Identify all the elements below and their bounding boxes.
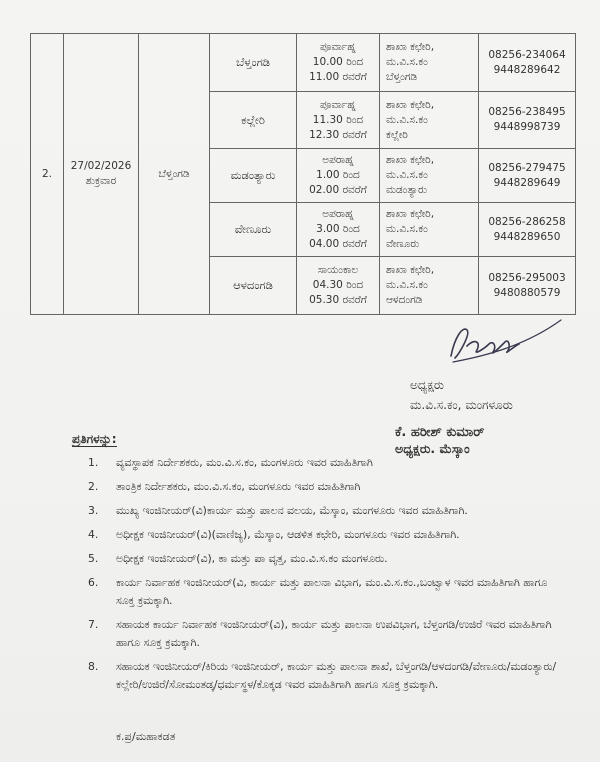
venue-cell: ಶಾಖಾ ಕಛೇರಿ, ಮ.ವಿ.ಸ.ಕಂ ವೇಣೂರು bbox=[380, 203, 479, 257]
table-row bbox=[31, 34, 576, 92]
phone-cell: 08256-295003 9480880579 bbox=[479, 257, 576, 315]
signatory-designation: ಅಧ್ಯಕ್ಷರು bbox=[410, 378, 444, 392]
list-item: 2. ತಾಂತ್ರಿಕ ನಿರ್ದೇಶಕರು, ಮಂ.ವಿ.ಸ.ಕಂ, ಮಂಗಳೂರು ಇವರ ಮಾಹಿತಿಗಾಗಿ bbox=[88, 480, 361, 493]
phone-cell: 08256-286258 9448289650 bbox=[479, 203, 576, 257]
phone-cell: 08256-279475 9448289649 bbox=[479, 149, 576, 203]
subdivision-cell: ಆಳದಂಗಡಿ bbox=[210, 257, 297, 315]
division-cell: ಬೆಳ್ತಂಗಡಿ bbox=[139, 34, 210, 315]
serial-cell: 2. bbox=[31, 34, 64, 315]
list-item: 8. ಸಹಾಯಕ ಇಂಜಿನೀಯರ್/ಕಿರಿಯ ಇಂಜಿನೀಯರ್, ಕಾರ್ಯ ಮತ್ತು ಪಾಲನಾ ಶಾಖೆ, ಬೆಳ್ತಂಗಡಿ/ಆಳದಂಗಡಿ/ವೇಣೂರು/ಮಡಂತ್ಯಾರು/ಕಲ್ಲೇರಿ/ಉಜಿರೆ/ಸೋಮಂತಡ್ಕ/ಧರ್ಮಸ್ಥಳ/ಕೊಕ್ಕಡ ಇವರ ಮಾಹಿತಿಗಾಗಿ ಹಾಗೂ ಸೂಕ್ತ ಕ್ರಮಕ್ಕಾಗಿ. bbox=[88, 660, 557, 691]
list-item: 6. ಕಾರ್ಯ ನಿರ್ವಾಹಕ ಇಂಜಿನೀಯರ್(ವಿ, ಕಾರ್ಯ ಮತ್ತು ಪಾಲನಾ ವಿಭಾಗ, ಮಂ.ವಿ.ಸ.ಕಂ.,ಬಂಟ್ವಾಳ ಇವರ ಮಾಹಿತಿಗಾಗಿ ಹಾಗೂ ಸೂಕ್ತ ಕ್ರಮಕ್ಕಾಗಿ. bbox=[88, 576, 548, 607]
name-stamp bbox=[395, 425, 484, 457]
venue-cell: ಶಾಖಾ ಕಛೇರಿ, ಮ.ವಿ.ಸ.ಕಂ ಕಲ್ಲೇರಿ bbox=[380, 92, 479, 149]
time-cell: ಪೂರ್ವಾಹ್ನ 10.00 ರಿಂದ 11.00 ರವರೆಗೆ bbox=[297, 34, 380, 92]
time-cell: ಪೂರ್ವಾಹ್ನ 11.30 ರಿಂದ 12.30 ರವರೆಗೆ bbox=[297, 92, 380, 149]
venue-cell: ಶಾಖಾ ಕಛೇರಿ, ಮ.ವಿ.ಸ.ಕಂ ಆಳದಂಗಡಿ bbox=[380, 257, 479, 315]
subdivision-cell: ವೇಣೂರು bbox=[210, 203, 297, 257]
list-item: 5. ಅಧೀಕ್ಷಕ ಇಂಜಿನೀಯರ್(ವಿ), ಕಾ ಮತ್ತು ಪಾ ವೃತ್ತ, ಮಂ.ವಿ.ಸ.ಕಂ ಮಂಗಳೂರು. bbox=[88, 552, 388, 565]
phone-cell: 08256-234064 9448289642 bbox=[479, 34, 576, 92]
signatory-block bbox=[410, 375, 513, 415]
signatory-office: ಮ.ವಿ.ಸ.ಕಂ, ಮಂಗಳೂರು bbox=[410, 398, 513, 412]
subdivision-cell: ಕಲ್ಲೇರಿ bbox=[210, 92, 297, 149]
stamp-name: ಕೆ. ಹರೀಶ್ ಕುಮಾರ್ bbox=[395, 425, 485, 440]
schedule-table bbox=[30, 33, 576, 315]
venue-cell: ಶಾಖಾ ಕಛೇರಿ, ಮ.ವಿ.ಸ.ಕಂ ಬೆಳ್ತಂಗಡಿ bbox=[380, 34, 479, 92]
date: 27/02/2026 bbox=[70, 160, 132, 172]
subdivision-cell: ಬೆಳ್ತಂಗಡಿ bbox=[210, 34, 297, 92]
list-item: 3. ಮುಖ್ಯ ಇಂಜಿನೀಯರ್(ವಿ)ಕಾರ್ಯ ಮತ್ತು ಪಾಲನ ವಲಯ, ಮೆಸ್ಕಾಂ, ಮಂಗಳೂರು ಇವರ ಮಾಹಿತಿಗಾಗಿ. bbox=[88, 504, 468, 517]
copies-heading: ಪ್ರತಿಗಳನ್ನು: bbox=[72, 432, 117, 446]
time-cell: ಅಪರಾಹ್ನ 3.00 ರಿಂದ 04.00 ರವರೆಗೆ bbox=[297, 203, 380, 257]
time-cell: ಸಾಯಂಕಾಲ 04.30 ರಿಂದ 05.30 ರವರೆಗೆ bbox=[297, 257, 380, 315]
phone-cell: 08256-238495 9448998739 bbox=[479, 92, 576, 149]
list-item: 4. ಅಧೀಕ್ಷಕ ಇಂಜಿನೀಯರ್(ವಿ)(ವಾಣಿಜ್ಯ), ಮೆಸ್ಕಾಂ, ಆಡಳಿತ ಕಛೇರಿ, ಮಂಗಳೂರು ಇವರ ಮಾಹಿತಿಗಾಗಿ. bbox=[88, 528, 460, 541]
day: ಶುಕ್ರವಾರ bbox=[85, 175, 117, 187]
signature-image bbox=[445, 316, 565, 376]
list-item: 7. ಸಹಾಯಕ ಕಾರ್ಯ ನಿರ್ವಾಹಕ ಇಂಜಿನೀಯರ್(ವಿ), ಕಾರ್ಯ ಮತ್ತು ಪಾಲನಾ ಉಪವಿಭಾಗ, ಬೆಳ್ತಂಗಡಿ/ಉಜಿರೆ ಇವರ ಮಾಹಿತಿಗಾಗಿ ಹಾಗೂ ಸೂಕ್ತ ಕ್ರಮಕ್ಕಾಗಿ. bbox=[88, 618, 552, 649]
copies-list bbox=[88, 454, 568, 700]
date-cell bbox=[64, 34, 139, 315]
list-item: 1. ವ್ಯವಸ್ಥಾಪಕ ನಿರ್ದೇಶಕರು, ಮಂ.ವಿ.ಸ.ಕಂ, ಮಂಗಳೂರು ಇವರ ಮಾಹಿತಿಗಾಗಿ bbox=[88, 456, 373, 469]
subdivision-cell: ಮಡಂತ್ಯಾರು bbox=[210, 149, 297, 203]
venue-cell: ಶಾಖಾ ಕಛೇರಿ, ಮ.ವಿ.ಸ.ಕಂ ಮಡಂತ್ಯಾರು bbox=[380, 149, 479, 203]
stamp-title: ಅಧ್ಯಕ್ಷರು. ಮೆಸ್ಕಾಂ bbox=[395, 441, 470, 456]
time-cell: ಅಪರಾಹ್ನ 1.00 ರಿಂದ 02.00 ರವರೆಗೆ bbox=[297, 149, 380, 203]
file-reference: ಕ.ಪ್ರ/ಮಹಾಕಡತ bbox=[116, 730, 176, 743]
